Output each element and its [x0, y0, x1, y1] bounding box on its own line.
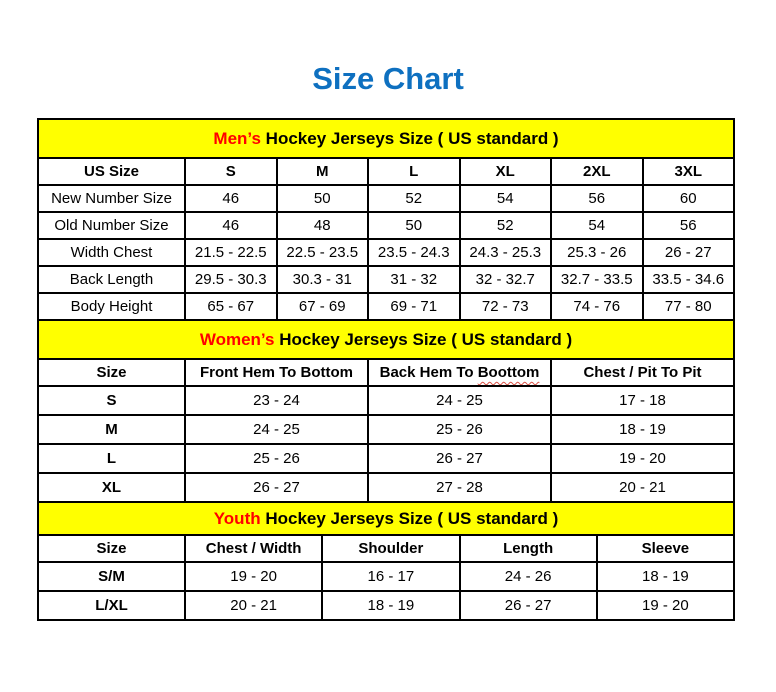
youth-col-header-size: Size	[38, 535, 185, 562]
back-hem-label-prefix: Back Hem To	[379, 364, 478, 381]
row-label: Body Height	[38, 293, 185, 320]
youth-col-header-length: Length	[460, 535, 597, 562]
table-row	[38, 591, 734, 620]
womens-table-banner	[38, 320, 734, 359]
row-label: New Number Size	[38, 185, 185, 212]
size-chart-tables	[37, 118, 735, 621]
mens-col-header-3xl: 3XL	[643, 158, 735, 185]
size-cell: 77 - 80	[643, 293, 735, 320]
size-cell: 65 - 67	[185, 293, 277, 320]
size-cell: 56	[551, 185, 643, 212]
row-label: L/XL	[38, 591, 185, 620]
womens-size-table	[37, 319, 735, 503]
size-cell: 19 - 20	[597, 591, 734, 620]
size-cell: 46	[185, 212, 277, 239]
size-cell: 46	[185, 185, 277, 212]
mens-col-header-s: S	[185, 158, 277, 185]
youth-banner-row	[38, 502, 734, 535]
size-cell: 23.5 - 24.3	[368, 239, 460, 266]
row-label: S/M	[38, 562, 185, 591]
size-cell: 18 - 19	[597, 562, 734, 591]
row-label: Width Chest	[38, 239, 185, 266]
mens-table-banner	[38, 119, 734, 158]
size-cell: 18 - 19	[551, 415, 734, 444]
mens-banner-row	[38, 119, 734, 158]
size-cell: 26 - 27	[643, 239, 735, 266]
size-cell: 22.5 - 23.5	[277, 239, 369, 266]
mens-size-table	[37, 118, 735, 321]
table-row	[38, 386, 734, 415]
row-label: M	[38, 415, 185, 444]
size-cell: 19 - 20	[185, 562, 322, 591]
table-row	[38, 266, 734, 293]
table-row	[38, 185, 734, 212]
size-cell: 32.7 - 33.5	[551, 266, 643, 293]
youth-col-header-chest: Chest / Width	[185, 535, 322, 562]
size-cell: 24 - 25	[185, 415, 368, 444]
row-label: L	[38, 444, 185, 473]
size-cell: 17 - 18	[551, 386, 734, 415]
row-label: Back Length	[38, 266, 185, 293]
mens-col-header-m: M	[277, 158, 369, 185]
row-label: Old Number Size	[38, 212, 185, 239]
size-cell: 20 - 21	[185, 591, 322, 620]
size-cell: 32 - 32.7	[460, 266, 552, 293]
youth-header-row	[38, 535, 734, 562]
row-label: S	[38, 386, 185, 415]
size-cell: 21.5 - 22.5	[185, 239, 277, 266]
size-cell: 50	[368, 212, 460, 239]
size-cell: 56	[643, 212, 735, 239]
table-row	[38, 473, 734, 502]
size-cell: 52	[460, 212, 552, 239]
youth-col-header-shoulder: Shoulder	[322, 535, 459, 562]
size-cell: 33.5 - 34.6	[643, 266, 735, 293]
womens-banner-highlight: Women’s	[199, 329, 275, 349]
size-cell: 25 - 26	[185, 444, 368, 473]
size-cell: 29.5 - 30.3	[185, 266, 277, 293]
size-cell: 67 - 69	[277, 293, 369, 320]
row-label: XL	[38, 473, 185, 502]
youth-size-table	[37, 501, 735, 621]
size-cell: 26 - 27	[368, 444, 551, 473]
size-cell: 31 - 32	[368, 266, 460, 293]
size-cell: 16 - 17	[322, 562, 459, 591]
size-cell: 25 - 26	[368, 415, 551, 444]
womens-header-row	[38, 359, 734, 386]
size-cell: 24 - 26	[460, 562, 597, 591]
table-row	[38, 212, 734, 239]
womens-col-header-front-hem: Front Hem To Bottom	[185, 359, 368, 386]
size-cell: 26 - 27	[185, 473, 368, 502]
table-row	[38, 444, 734, 473]
table-row	[38, 415, 734, 444]
womens-banner-text: Hockey Jerseys Size ( US standard )	[274, 329, 573, 349]
youth-banner-text: Hockey Jerseys Size ( US standard )	[260, 508, 559, 528]
size-cell: 69 - 71	[368, 293, 460, 320]
youth-col-header-sleeve: Sleeve	[597, 535, 734, 562]
size-cell: 26 - 27	[460, 591, 597, 620]
womens-col-header-size: Size	[38, 359, 185, 386]
youth-table-banner	[38, 502, 734, 535]
womens-col-header-back-hem	[368, 359, 551, 386]
womens-banner-row	[38, 320, 734, 359]
table-row	[38, 239, 734, 266]
back-hem-misspelled-word: Boottom	[477, 364, 540, 381]
size-cell: 25.3 - 26	[551, 239, 643, 266]
size-cell: 48	[277, 212, 369, 239]
size-cell: 20 - 21	[551, 473, 734, 502]
size-cell: 24.3 - 25.3	[460, 239, 552, 266]
table-row	[38, 293, 734, 320]
size-cell: 50	[277, 185, 369, 212]
size-cell: 72 - 73	[460, 293, 552, 320]
mens-header-row	[38, 158, 734, 185]
mens-banner-highlight: Men’s	[213, 128, 261, 148]
size-cell: 60	[643, 185, 735, 212]
page-title: Size Chart	[312, 61, 464, 96]
womens-col-header-chest: Chest / Pit To Pit	[551, 359, 734, 386]
mens-col-header-l: L	[368, 158, 460, 185]
table-row	[38, 562, 734, 591]
size-cell: 24 - 25	[368, 386, 551, 415]
size-cell: 18 - 19	[322, 591, 459, 620]
size-cell: 54	[551, 212, 643, 239]
size-cell: 27 - 28	[368, 473, 551, 502]
size-cell: 54	[460, 185, 552, 212]
mens-col-header-2xl: 2XL	[551, 158, 643, 185]
size-cell: 74 - 76	[551, 293, 643, 320]
size-cell: 19 - 20	[551, 444, 734, 473]
mens-col-header-xl: XL	[460, 158, 552, 185]
mens-banner-text: Hockey Jerseys Size ( US standard )	[260, 128, 559, 148]
youth-banner-highlight: Youth	[213, 508, 261, 528]
mens-col-header-us-size: US Size	[38, 158, 185, 185]
size-cell: 52	[368, 185, 460, 212]
size-cell: 23 - 24	[185, 386, 368, 415]
size-cell: 30.3 - 31	[277, 266, 369, 293]
